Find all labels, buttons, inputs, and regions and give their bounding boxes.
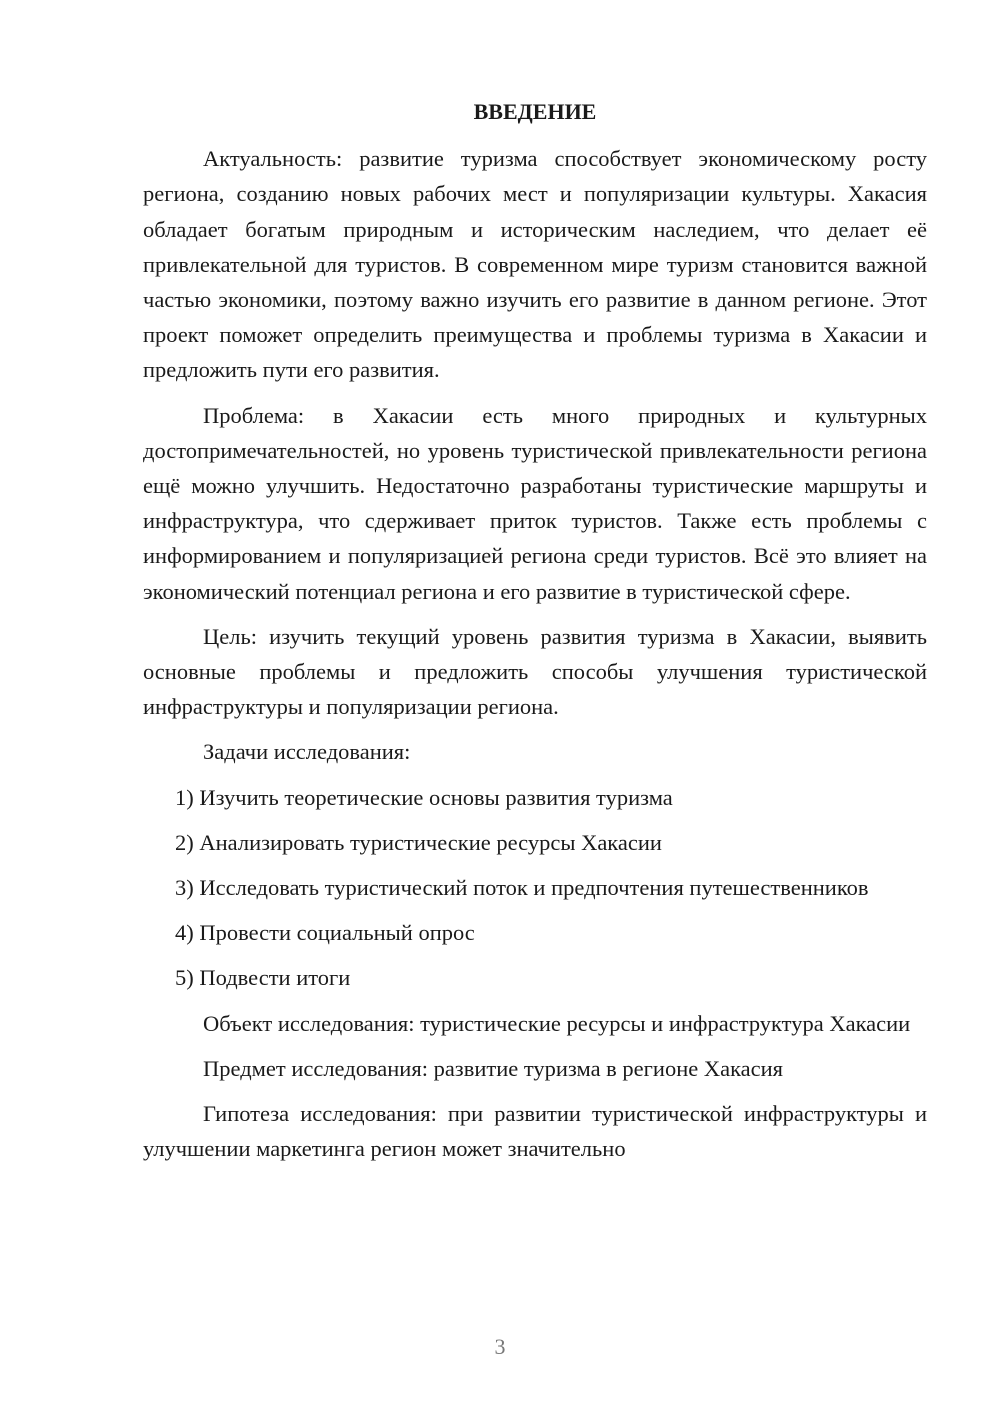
task-item: 5) Подвести итоги [175, 965, 351, 991]
paragraph-hypothesis: Гипотеза исследования: при развитии туристической инфраструктуры и улучшении маркетинга регион может значительно [143, 1101, 927, 1162]
paragraph-subject: Предмет исследования: развитие туризма в регионе Хакасия [203, 1055, 784, 1081]
task-item: 3) Исследовать туристический поток и предпочтения путешественников [175, 875, 869, 901]
paragraph-tasks-heading: Задачи исследования: [203, 739, 411, 765]
paragraph-problem: Проблема: в Хакасии есть много природных и культурных достопримечательностей, но уровень туристической привлекательности региона ещё можно улучшить. Недостаточно разработаны туристические маршруты и инфраструктура, что сдерживает приток туристов. Также есть проблемы с информированием и популяризацией региона среди туристов. Всё это влияет на экономический потенциал региона и его развитие в туристической сфере. [143, 402, 927, 604]
page-number: 3 [494, 1334, 506, 1359]
page-title: ВВЕДЕНИЕ [473, 99, 597, 124]
paragraph-relevance: Актуальность: развитие туризма способствует экономическому росту региона, созданию новых рабочих мест и популяризации культуры. Хакасия обладает богатым природным и историческим наследием, что делает её привлекательной для туристов. В современном мире туризм становится важной частью экономики, поэтому важно изучить его развитие в данном регионе. Этот проект поможет определить преимущества и проблемы туризма в Хакасии и предложить пути его развития. [143, 146, 927, 383]
task-item: 1) Изучить теоретические основы развития туризма [175, 784, 673, 810]
task-item: 4) Провести социальный опрос [175, 920, 475, 946]
document-body [143, 94, 927, 1176]
paragraph-object: Объект исследования: туристические ресурсы и инфраструктура Хакасии [203, 1010, 911, 1036]
paragraph-goal: Цель: изучить текущий уровень развития туризма в Хакасии, выявить основные проблемы и предложить способы улучшения туристической инфраструктуры и популяризации региона. [143, 623, 927, 720]
task-item: 2) Анализировать туристические ресурсы Хакасии [175, 829, 662, 855]
